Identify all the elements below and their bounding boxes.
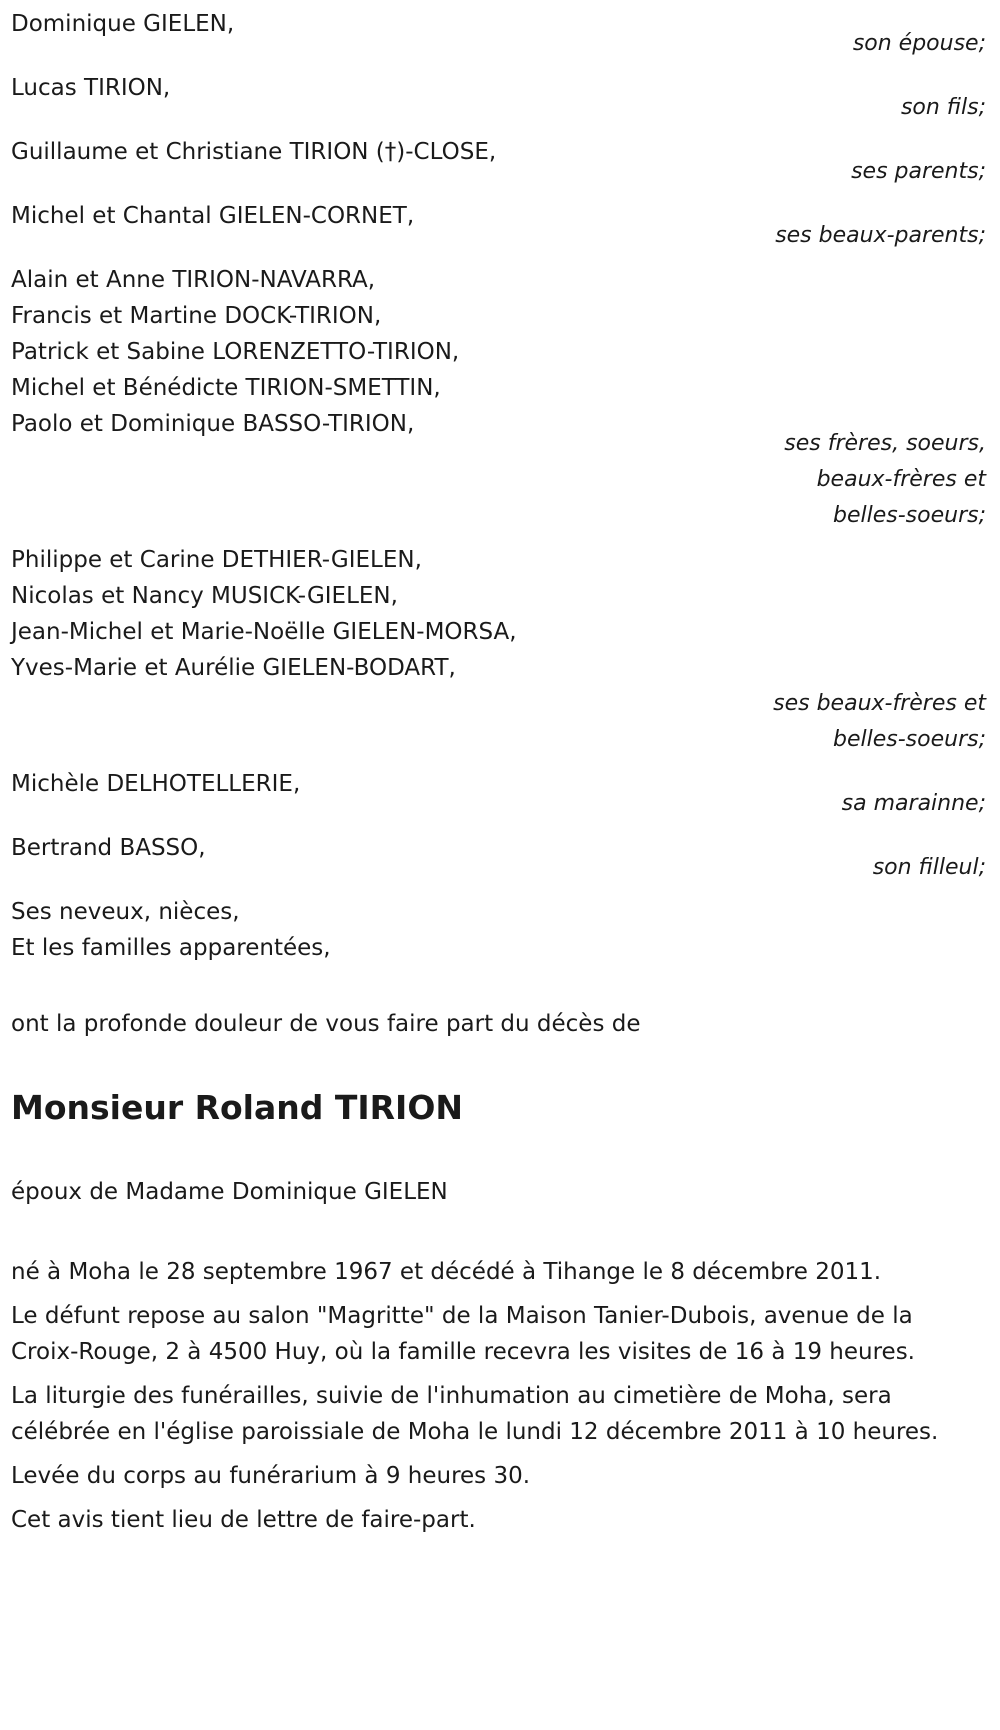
family-name-line: Patrick et Sabine LORENZETTO-TIRION, (11, 339, 460, 365)
family-entry (11, 830, 986, 886)
family-name-line: Dominique GIELEN, (11, 11, 235, 37)
family-relation (11, 426, 986, 534)
relation-line: ses beaux-parents; (775, 223, 986, 248)
funeral-paragraph: La liturgie des funérailles, suivie de l'inhumation au cimetière de Moha, sera célébrée en l'église paroissiale de Moha le lundi 12 décembre 2011 à 10 heures. (11, 1383, 939, 1445)
relation-line: belles-soeurs; (833, 503, 986, 528)
relation-line: belles-soeurs; (833, 727, 986, 752)
family-name-line: Lucas TIRION, (11, 75, 171, 101)
relation-line: ses parents; (851, 159, 986, 184)
family-entry (11, 766, 986, 822)
family-name-line: Guillaume et Christiane TIRION (†)-CLOSE, (11, 139, 497, 165)
relation-line: son fils; (900, 95, 986, 120)
visitation-paragraph: Le défunt repose au salon "Magritte" de la Maison Tanier-Dubois, avenue de la Croix-Rouge, 2 à 4500 Huy, où la famille recevra les visites de 16 à 19 heures. (11, 1303, 915, 1365)
obituary-content (11, 6, 986, 1546)
family-entry (11, 134, 986, 190)
body-removal-paragraph: Levée du corps au funérarium à 9 heures 30. (11, 1463, 531, 1489)
spouse-line: époux de Madame Dominique GIELEN (11, 1179, 448, 1205)
extended-family-line: Et les familles apparentées, (11, 935, 331, 961)
family-name-line: Alain et Anne TIRION-NAVARRA, (11, 267, 376, 293)
family-names (11, 542, 986, 686)
deceased-name: Monsieur Roland TIRION (11, 1088, 464, 1127)
family-relation (11, 686, 986, 758)
family-name-line: Michel et Chantal GIELEN-CORNET, (11, 203, 415, 229)
extended-family (11, 894, 986, 966)
birth-death-paragraph: né à Moha le 28 septembre 1967 et décédé à Tihange le 8 décembre 2011. (11, 1259, 882, 1285)
relation-line: ses frères, soeurs, (784, 431, 986, 456)
family-name-line: Francis et Martine DOCK-TIRION, (11, 303, 382, 329)
family-entry (11, 6, 986, 62)
relation-line: ses beaux-frères et (773, 691, 986, 716)
family-name-line: Paolo et Dominique BASSO-TIRION, (11, 411, 415, 437)
family-entry (11, 198, 986, 254)
family-entry (11, 542, 986, 758)
notice-paragraph: Cet avis tient lieu de lettre de faire-part. (11, 1507, 476, 1533)
extended-family-line: Ses neveux, nièces, (11, 899, 240, 925)
family-entry (11, 262, 986, 534)
announcement-text: ont la profonde douleur de vous faire part du décès de (11, 1011, 641, 1037)
family-name-line: Nicolas et Nancy MUSICK-GIELEN, (11, 583, 398, 609)
relation-line: son épouse; (852, 31, 986, 56)
family-name-line: Jean-Michel et Marie-Noëlle GIELEN-MORSA, (11, 619, 517, 645)
relation-line: son filleul; (872, 855, 986, 880)
family-name-line: Yves-Marie et Aurélie GIELEN-BODART, (11, 655, 456, 681)
family-name-line: Bertrand BASSO, (11, 835, 206, 861)
family-names (11, 262, 986, 442)
relation-line: beaux-frères et (816, 467, 986, 492)
family-name-line: Michèle DELHOTELLERIE, (11, 771, 301, 797)
family-name-line: Philippe et Carine DETHIER-GIELEN, (11, 547, 422, 573)
family-name-line: Michel et Bénédicte TIRION-SMETTIN, (11, 375, 441, 401)
relation-line: sa marainne; (841, 791, 986, 816)
family-entry (11, 70, 986, 126)
